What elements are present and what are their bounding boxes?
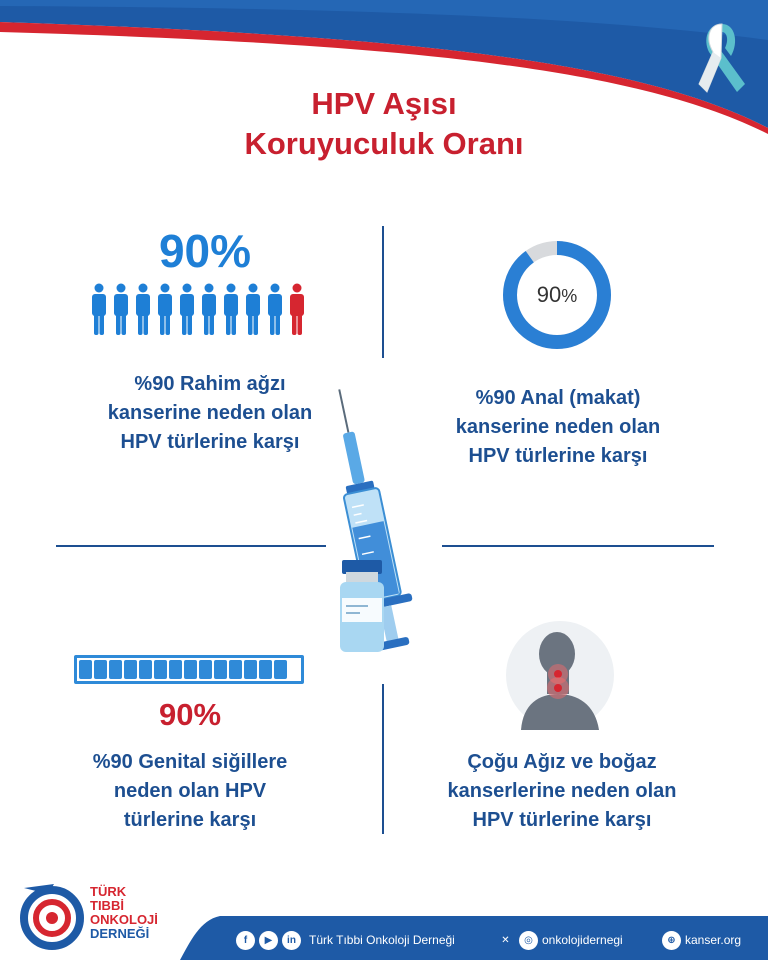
footer-social-org (236, 929, 455, 951)
vertical-divider-bottom (382, 684, 384, 834)
person-icon (136, 284, 150, 336)
logo-line: TÜRK (90, 884, 127, 899)
caption-genital (40, 748, 340, 835)
bar-segment (199, 660, 212, 679)
ring-number: 90 (536, 282, 562, 307)
bar-segment (214, 660, 227, 679)
organization-logo-mark (14, 880, 92, 952)
caption-line: %90 Rahim ağzı (134, 373, 286, 395)
footer-website (662, 929, 741, 951)
caption-line: HPV türlerine karşı (468, 445, 648, 467)
instagram-icon[interactable]: ◎ (519, 931, 538, 950)
person-icon-highlighted (290, 284, 304, 336)
svg-text:90% (537, 282, 578, 307)
logo-line: ONKOLOJİ (90, 912, 158, 927)
person-icon (92, 284, 106, 336)
person-icon (180, 284, 194, 336)
bar-segment (244, 660, 257, 679)
horizontal-divider-right (442, 545, 714, 547)
caption-line: HPV türlerine karşı (120, 431, 300, 453)
bar-segment (184, 660, 197, 679)
x-icon[interactable]: ✕ (501, 934, 510, 946)
bar-segment (229, 660, 242, 679)
person-icon (114, 284, 128, 336)
stat-genital: 90% (158, 697, 222, 732)
ring-symbol: % (561, 286, 578, 306)
bar-segment (79, 660, 92, 679)
page-title (0, 84, 768, 164)
caption-line: kanserine neden olan (107, 402, 313, 424)
caption-anal (408, 384, 708, 471)
bar-segment (139, 660, 152, 679)
bar-segment (169, 660, 182, 679)
caption-line: %90 Anal (makat) (475, 387, 641, 409)
bar-segment (259, 660, 272, 679)
bar-segment (274, 660, 287, 679)
title-line-1: HPV Aşısı (311, 86, 457, 121)
footer-social-handle (496, 929, 623, 951)
ring-progress (500, 238, 614, 352)
segment-progress-bar (74, 655, 304, 684)
caption-cervical (60, 370, 360, 457)
caption-line: Çoğu Ağız ve boğaz (467, 751, 657, 773)
caption-line: kanserlerine neden olan (447, 780, 677, 802)
caption-line: neden olan HPV (113, 780, 267, 802)
caption-line: türlerine karşı (123, 809, 257, 831)
footer-website-link[interactable]: kanser.org (685, 933, 742, 947)
bar-segment (154, 660, 167, 679)
horizontal-divider-left (56, 545, 326, 547)
caption-line: %90 Genital siğillere (92, 751, 288, 773)
person-icon (158, 284, 172, 336)
caption-oropharyngeal (412, 748, 712, 835)
linkedin-icon[interactable]: in (282, 931, 301, 950)
person-icon (224, 284, 238, 336)
youtube-icon[interactable]: ▶ (259, 931, 278, 950)
syringe-vial-illustration (330, 382, 440, 658)
person-icon (246, 284, 260, 336)
bar-segment (94, 660, 107, 679)
footer-org-name[interactable]: Türk Tıbbi Onkoloji Derneği (309, 933, 455, 947)
caption-line: kanserine neden olan (455, 416, 661, 438)
footer-handle[interactable]: onkolojidernegi (542, 933, 623, 947)
title-line-2: Koruyuculuk Oranı (244, 126, 524, 161)
bar-segment (124, 660, 137, 679)
globe-icon[interactable]: ⊕ (662, 931, 681, 950)
bar-segment (109, 660, 122, 679)
organization-logo-text (90, 885, 158, 941)
throat-icon (505, 620, 615, 730)
person-icon (268, 284, 282, 336)
caption-line: HPV türlerine karşı (472, 809, 652, 831)
people-icons (88, 283, 314, 337)
person-icon (202, 284, 216, 336)
vertical-divider-top (382, 226, 384, 358)
stat-cervical: 90% (158, 225, 252, 277)
facebook-icon[interactable]: f (236, 931, 255, 950)
logo-line: DERNEĞİ (90, 926, 150, 941)
logo-line: TIBBİ (90, 898, 124, 913)
